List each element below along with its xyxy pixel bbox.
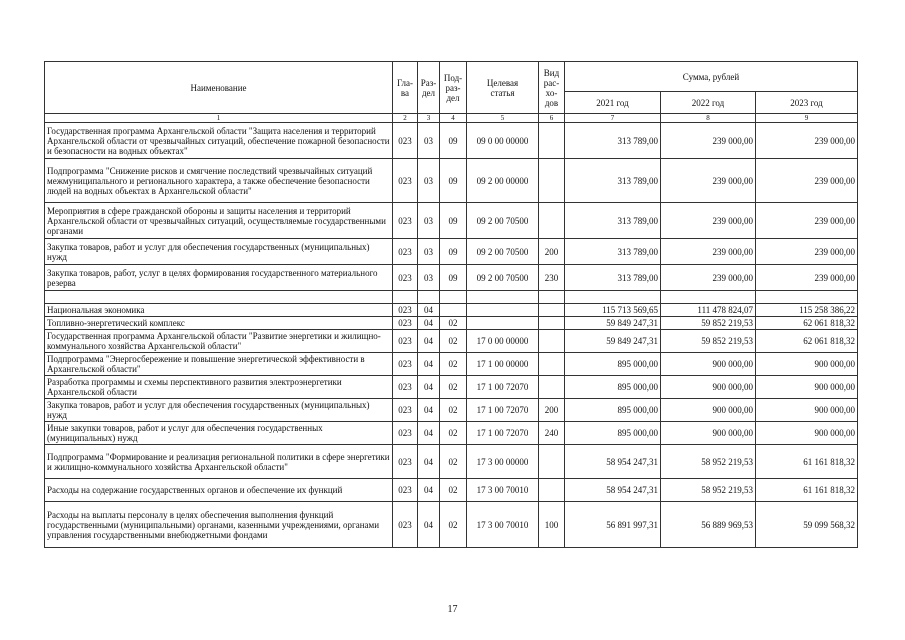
row-sum-2022: 900 000,00	[661, 353, 756, 376]
row-sum-2023: 239 000,00	[756, 159, 858, 203]
row-name: Подпрограмма "Снижение рисков и смягчение последствий чрезвычайных ситуаций межмуниципального и регионального характера, а также обеспечение безопасности людей на водных объектах в Архангельской области"	[45, 159, 393, 203]
row-sum-2023: 900 000,00	[756, 376, 858, 399]
row-chapter: 023	[393, 502, 418, 548]
row-name: Закупка товаров, работ и услуг для обеспечения государственных (муниципальных) нужд	[45, 399, 393, 422]
row-chapter: 023	[393, 317, 418, 330]
row-target: 09 0 00 00000	[467, 123, 539, 159]
row-sum-2023: 239 000,00	[756, 123, 858, 159]
row-name: Подпрограмма "Формирование и реализация региональной политики в сфере энергетики и жилищно-коммунального хозяйства Архангельской области"	[45, 445, 393, 479]
table-row	[45, 239, 858, 265]
row-name: Подпрограмма "Энергосбережение и повышение энергетической эффективности в Архангельской области"	[45, 353, 393, 376]
row-sum-2021: 895 000,00	[565, 376, 661, 399]
row-chapter: 023	[393, 376, 418, 399]
row-sum-2021: 313 789,00	[565, 159, 661, 203]
row-sum-2021: 895 000,00	[565, 422, 661, 445]
row-sum-2022: 239 000,00	[661, 159, 756, 203]
row-sum-2022: 58 952 219,53	[661, 479, 756, 502]
page-number: 17	[447, 604, 458, 615]
row-sum-2022: 239 000,00	[661, 203, 756, 239]
row-name: Государственная программа Архангельской области "Защита населения и территорий Архангельской области от чрезвычайных ситуаций, обеспечение пожарной безопасности и безопасности на водных объектах"	[45, 123, 393, 159]
row-subsection: 09	[440, 123, 467, 159]
row-section: 03	[418, 203, 440, 239]
row-sum-2021: 58 954 247,31	[565, 445, 661, 479]
row-chapter: 023	[393, 123, 418, 159]
row-section: 04	[418, 502, 440, 548]
row-expense-type	[539, 330, 565, 353]
row-chapter: 023	[393, 239, 418, 265]
row-section: 04	[418, 445, 440, 479]
header-name: Наименование	[45, 62, 393, 114]
row-sum-2023: 239 000,00	[756, 239, 858, 265]
row-subsection: 02	[440, 330, 467, 353]
row-subsection: 09	[440, 203, 467, 239]
row-expense-type	[539, 203, 565, 239]
row-sum-2022: 111 478 824,07	[661, 304, 756, 317]
table-row	[45, 203, 858, 239]
row-expense-type: 200	[539, 399, 565, 422]
header-year-2021: 2021 год	[565, 92, 661, 114]
table-row	[45, 317, 858, 330]
row-name: Расходы на содержание государственных органов и обеспечение их функций	[45, 479, 393, 502]
row-subsection: 09	[440, 265, 467, 291]
budget-table	[44, 61, 858, 548]
header-target: Целевая статья	[467, 62, 539, 114]
table-body	[45, 123, 858, 548]
row-sum-2021: 59 849 247,31	[565, 330, 661, 353]
column-number: 9	[756, 114, 858, 123]
row-sum-2021: 58 954 247,31	[565, 479, 661, 502]
row-expense-type	[539, 159, 565, 203]
row-sum-2023: 900 000,00	[756, 399, 858, 422]
column-number: 3	[418, 114, 440, 123]
row-section: 04	[418, 353, 440, 376]
row-subsection: 02	[440, 445, 467, 479]
header-section: Раз- дел	[418, 62, 440, 114]
row-sum-2023: 62 061 818,32	[756, 330, 858, 353]
row-expense-type	[539, 376, 565, 399]
row-expense-type	[539, 353, 565, 376]
row-sum-2021: 895 000,00	[565, 353, 661, 376]
row-chapter	[393, 291, 418, 304]
table-row	[45, 123, 858, 159]
row-expense-type	[539, 479, 565, 502]
row-sum-2023: 59 099 568,32	[756, 502, 858, 548]
column-numbers-row	[45, 114, 858, 123]
row-target: 09 2 00 70500	[467, 239, 539, 265]
row-section: 04	[418, 479, 440, 502]
row-name: Иные закупки товаров, работ и услуг для обеспечения государственных (муниципальных) нужд	[45, 422, 393, 445]
row-sum-2023: 61 161 818,32	[756, 445, 858, 479]
row-chapter: 023	[393, 422, 418, 445]
table-row	[45, 479, 858, 502]
column-number: 6	[539, 114, 565, 123]
row-name: Расходы на выплаты персоналу в целях обеспечения выполнения функций государственными (муниципальными) органами, казенными учреждениями, органами управления государственными внебюджетными фондами	[45, 502, 393, 548]
header-sum: Сумма, рублей	[565, 62, 858, 92]
column-number: 1	[45, 114, 393, 123]
row-subsection: 09	[440, 239, 467, 265]
row-section: 04	[418, 304, 440, 317]
row-target: 17 1 00 72070	[467, 422, 539, 445]
row-target	[467, 304, 539, 317]
row-section: 03	[418, 123, 440, 159]
row-sum-2021: 313 789,00	[565, 265, 661, 291]
row-subsection: 02	[440, 376, 467, 399]
row-expense-type	[539, 304, 565, 317]
row-expense-type	[539, 291, 565, 304]
row-sum-2023: 115 258 386,22	[756, 304, 858, 317]
row-section: 03	[418, 239, 440, 265]
row-section: 04	[418, 399, 440, 422]
row-subsection: 02	[440, 317, 467, 330]
row-section: 04	[418, 330, 440, 353]
row-target: 17 1 00 72070	[467, 376, 539, 399]
row-sum-2023: 239 000,00	[756, 203, 858, 239]
row-expense-type	[539, 123, 565, 159]
table-row	[45, 330, 858, 353]
row-expense-type	[539, 445, 565, 479]
column-number: 7	[565, 114, 661, 123]
row-subsection: 09	[440, 159, 467, 203]
row-expense-type: 230	[539, 265, 565, 291]
row-target: 09 2 00 70500	[467, 203, 539, 239]
row-subsection: 02	[440, 502, 467, 548]
header-expense-type: Вид рас- хо- дов	[539, 62, 565, 114]
row-sum-2021: 895 000,00	[565, 399, 661, 422]
row-sum-2021: 313 789,00	[565, 123, 661, 159]
row-sum-2023: 900 000,00	[756, 353, 858, 376]
row-chapter: 023	[393, 399, 418, 422]
row-sum-2021: 59 849 247,31	[565, 317, 661, 330]
header-subsection: Под- раз- дел	[440, 62, 467, 114]
row-subsection: 02	[440, 353, 467, 376]
header-year-2022: 2022 год	[661, 92, 756, 114]
table-row	[45, 291, 858, 304]
row-subsection: 02	[440, 479, 467, 502]
table-row	[45, 502, 858, 548]
row-sum-2022: 900 000,00	[661, 422, 756, 445]
row-subsection	[440, 291, 467, 304]
table-row	[45, 422, 858, 445]
column-number: 8	[661, 114, 756, 123]
row-sum-2021	[565, 291, 661, 304]
row-name: Разработка программы и схемы перспективного развития электроэнергетики Архангельской области	[45, 376, 393, 399]
row-expense-type: 240	[539, 422, 565, 445]
row-target: 09 2 00 00000	[467, 159, 539, 203]
column-number: 4	[440, 114, 467, 123]
row-target: 17 0 00 00000	[467, 330, 539, 353]
row-subsection: 02	[440, 422, 467, 445]
table-row	[45, 353, 858, 376]
row-sum-2021: 56 891 997,31	[565, 502, 661, 548]
row-chapter: 023	[393, 479, 418, 502]
row-sum-2023: 62 061 818,32	[756, 317, 858, 330]
row-section: 04	[418, 317, 440, 330]
row-section: 04	[418, 422, 440, 445]
row-expense-type	[539, 317, 565, 330]
row-sum-2022: 56 889 969,53	[661, 502, 756, 548]
row-chapter: 023	[393, 353, 418, 376]
row-target	[467, 317, 539, 330]
row-target: 17 1 00 00000	[467, 353, 539, 376]
row-target: 17 3 00 70010	[467, 502, 539, 548]
table-row	[45, 399, 858, 422]
row-subsection: 02	[440, 399, 467, 422]
row-sum-2021: 115 713 569,65	[565, 304, 661, 317]
header-chapter: Гла- ва	[393, 62, 418, 114]
row-expense-type: 100	[539, 502, 565, 548]
header-year-2023: 2023 год	[756, 92, 858, 114]
row-sum-2021: 313 789,00	[565, 203, 661, 239]
row-sum-2022: 239 000,00	[661, 123, 756, 159]
row-section: 03	[418, 159, 440, 203]
row-sum-2022: 239 000,00	[661, 239, 756, 265]
table-row	[45, 159, 858, 203]
row-sum-2021: 313 789,00	[565, 239, 661, 265]
row-target: 17 3 00 00000	[467, 445, 539, 479]
row-section	[418, 291, 440, 304]
row-chapter: 023	[393, 203, 418, 239]
budget-table-page	[44, 61, 857, 548]
row-name	[45, 291, 393, 304]
row-sum-2022: 239 000,00	[661, 265, 756, 291]
row-target: 17 1 00 72070	[467, 399, 539, 422]
row-name: Закупка товаров, работ, услуг в целях формирования государственного материального резерва	[45, 265, 393, 291]
row-sum-2022: 59 852 219,53	[661, 317, 756, 330]
row-target: 09 2 00 70500	[467, 265, 539, 291]
row-name: Закупка товаров, работ и услуг для обеспечения государственных (муниципальных) нужд	[45, 239, 393, 265]
row-name: Государственная программа Архангельской области "Развитие энергетики и жилищно-коммунального хозяйства Архангельской области"	[45, 330, 393, 353]
table-row	[45, 376, 858, 399]
row-chapter: 023	[393, 304, 418, 317]
row-section: 04	[418, 376, 440, 399]
row-chapter: 023	[393, 330, 418, 353]
row-sum-2023: 900 000,00	[756, 422, 858, 445]
row-sum-2022: 58 952 219,53	[661, 445, 756, 479]
row-sum-2023: 61 161 818,32	[756, 479, 858, 502]
table-row	[45, 445, 858, 479]
row-sum-2022: 900 000,00	[661, 376, 756, 399]
row-chapter: 023	[393, 265, 418, 291]
row-sum-2022: 900 000,00	[661, 399, 756, 422]
row-target	[467, 291, 539, 304]
row-section: 03	[418, 265, 440, 291]
row-name: Национальная экономика	[45, 304, 393, 317]
row-target: 17 3 00 70010	[467, 479, 539, 502]
row-chapter: 023	[393, 159, 418, 203]
table-row	[45, 265, 858, 291]
row-chapter: 023	[393, 445, 418, 479]
row-name: Мероприятия в сфере гражданской обороны и защиты населения и территорий Архангельской области от чрезвычайных ситуаций, осуществляемые государственными органами	[45, 203, 393, 239]
row-name: Топливно-энергетический комплекс	[45, 317, 393, 330]
row-sum-2023	[756, 291, 858, 304]
row-sum-2022: 59 852 219,53	[661, 330, 756, 353]
column-number: 2	[393, 114, 418, 123]
row-sum-2022	[661, 291, 756, 304]
table-row	[45, 304, 858, 317]
row-subsection	[440, 304, 467, 317]
column-number: 5	[467, 114, 539, 123]
row-sum-2023: 239 000,00	[756, 265, 858, 291]
row-expense-type: 200	[539, 239, 565, 265]
